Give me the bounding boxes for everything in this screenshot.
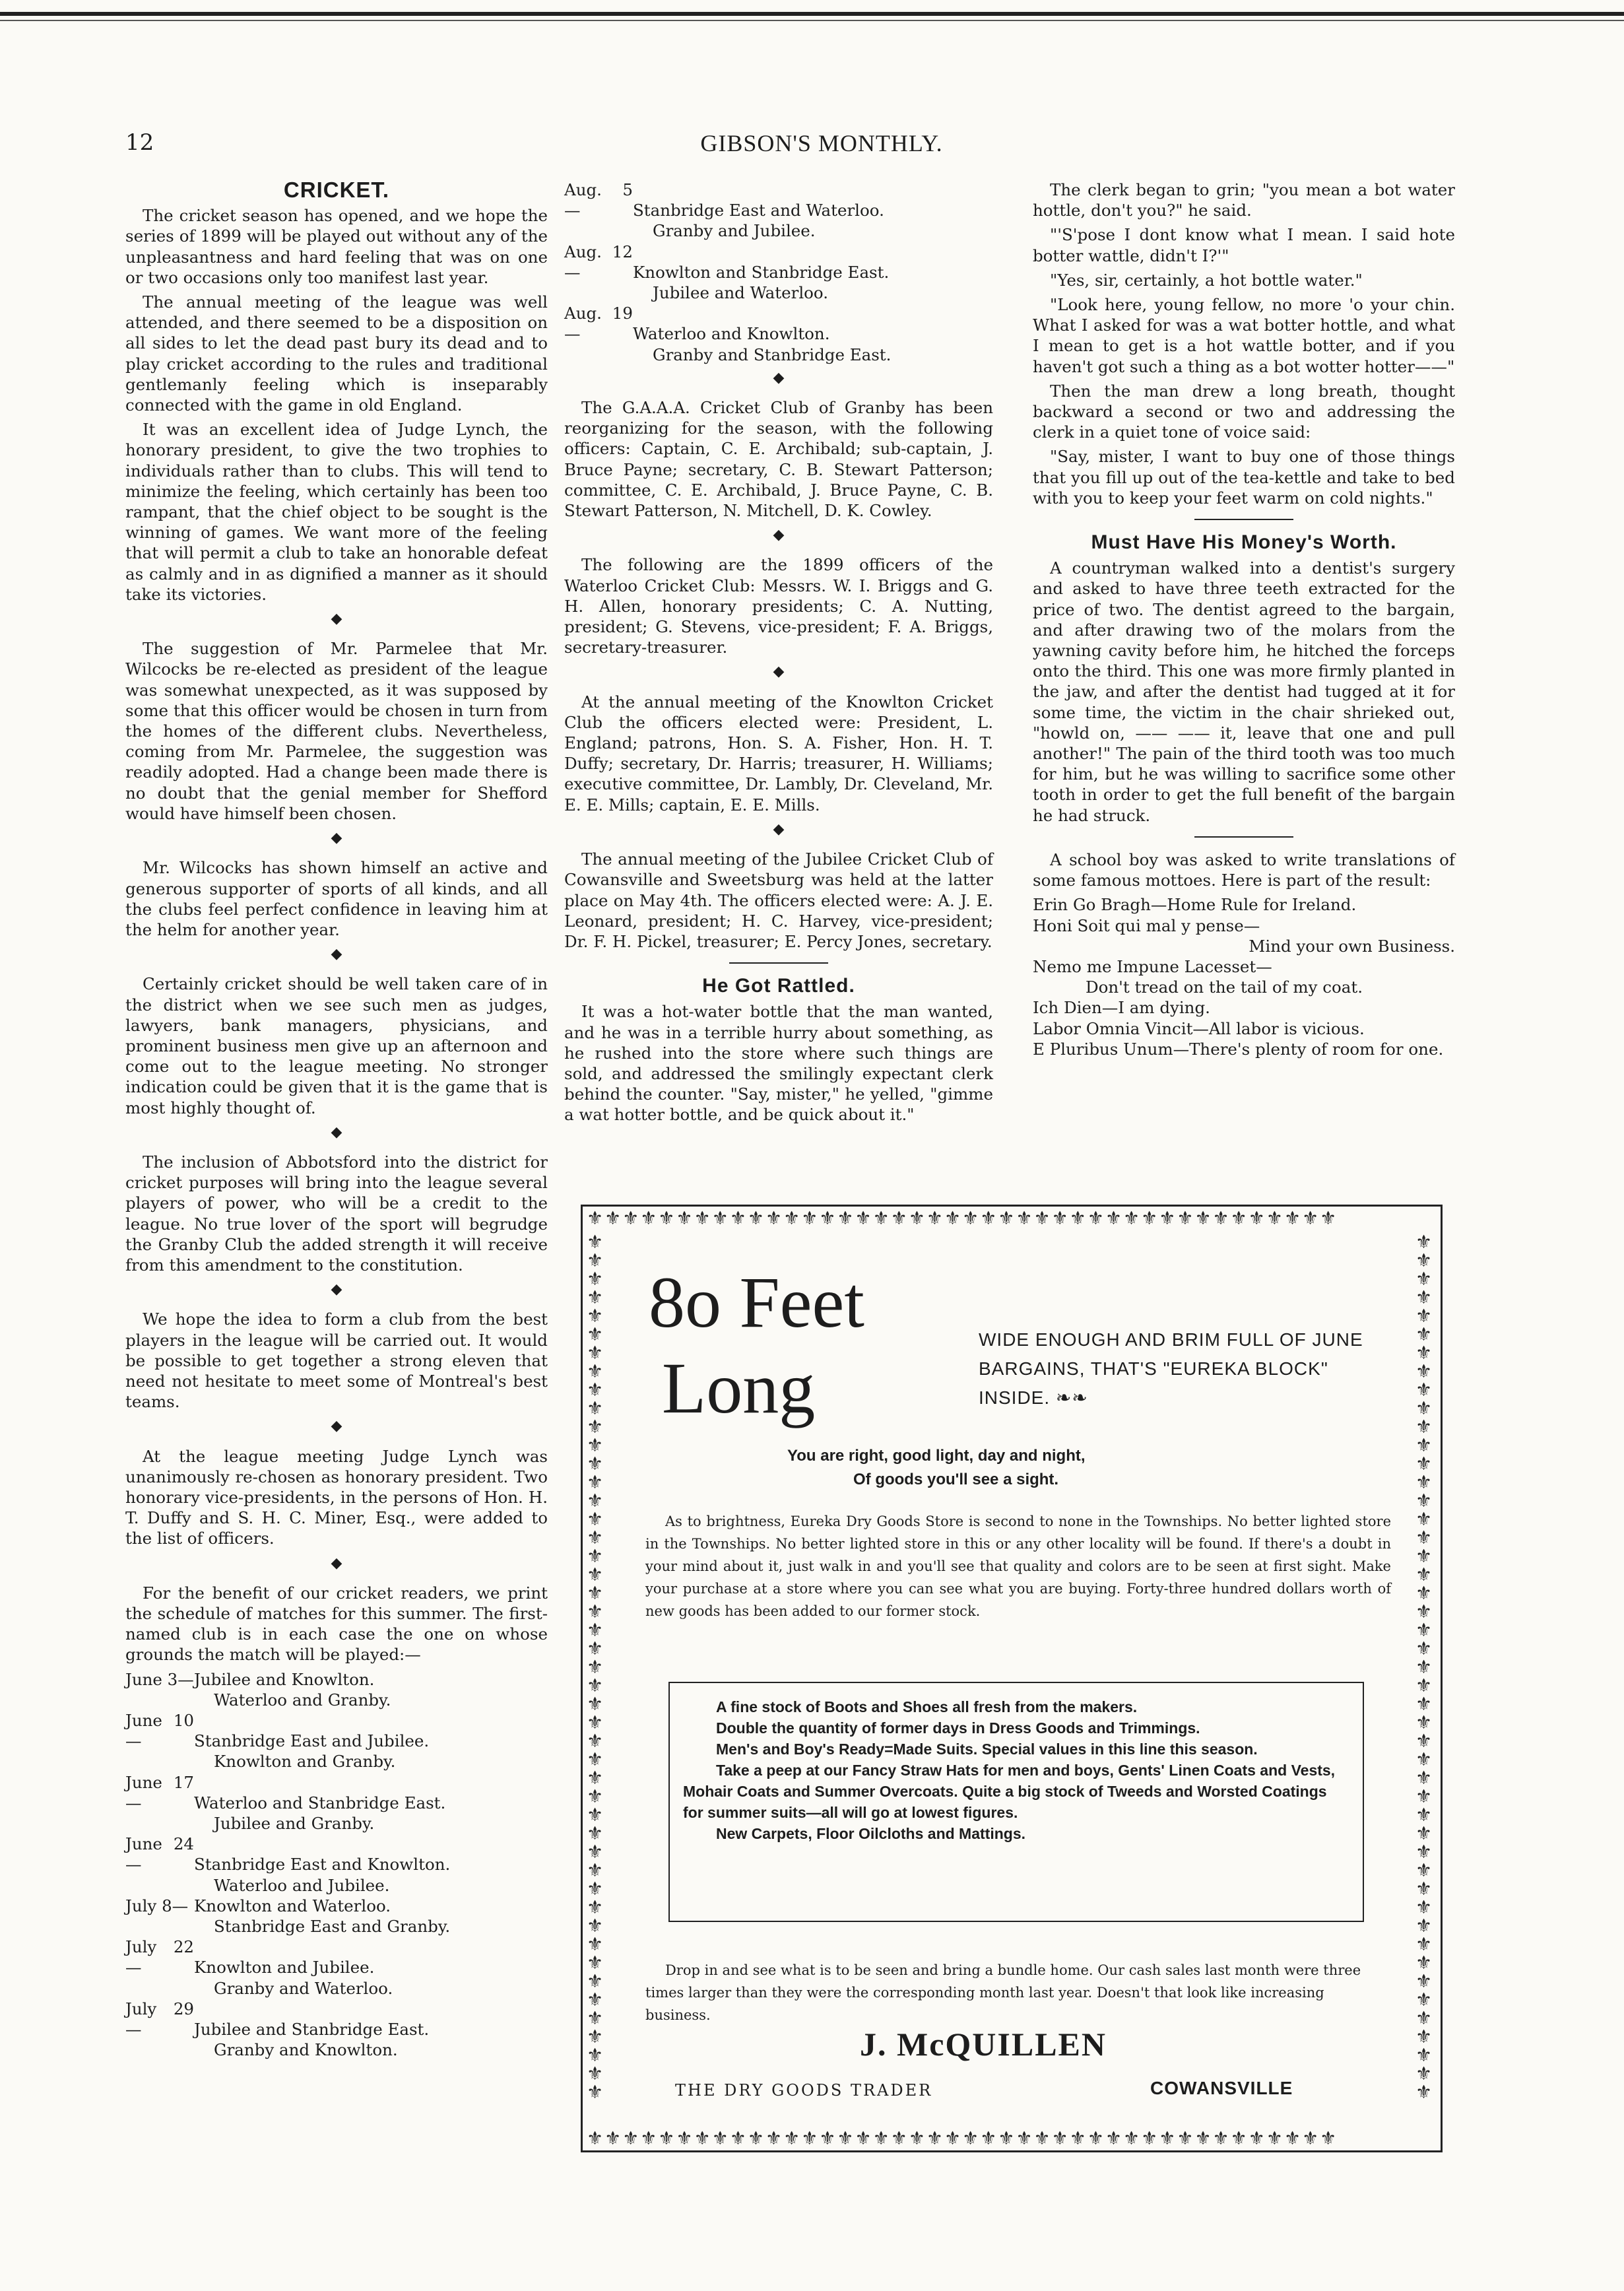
story-paragraph: Then the man drew a long breath, thought backward a second or two and addressing the clerk in a quiet tone of voice said: [1033,381,1455,442]
schedule-row-second: Knowlton and Granby. [214,1752,396,1772]
article-paragraph: The cricket season has opened, and we hope the series of 1899 will be played out without any of the unpleasantness and hard feeling that was on one or two occasions only too manifest last year. [125,206,548,287]
club-paragraph: The following are the 1899 officers of the Waterloo Cricket Club: Messrs. W. I. Briggs and G. H. Allen, honorary presidents; C. A. Nutting, president; G. Stevens, vice-president; F. A. Briggs, secretary-treasurer. [564,555,993,657]
page-number: 12 [125,129,154,156]
diamond-ornament-icon: ◆ [773,369,785,386]
fleur-de-lis-border-right-icon: ⚜⚜⚜⚜⚜⚜⚜⚜⚜⚜⚜⚜⚜⚜⚜⚜⚜⚜⚜⚜⚜⚜⚜⚜⚜⚜⚜⚜⚜⚜⚜⚜⚜⚜⚜⚜⚜⚜⚜⚜⚜⚜⚜⚜⚜⚜⚜ [1415,1233,1433,2103]
article-paragraph: It was an excellent idea of Judge Lynch, the honorary president, to give the two trophies to individuals rather than to clubs. This will tend to minimize the feeling, which certainly has been too rampant, that the chief object to be sought is the winning of games. We want more of the feeling that will permit a club to take an honorable defeat as calmly and in as dignified a manner as it should take its victories. [125,420,548,604]
schedule-row-second: Stanbridge East and Granby. [214,1917,451,1937]
schedule-row-second: Granby and Stanbridge East. [653,345,892,364]
motto-line: Nemo me Impune Lacesset— [1033,956,1272,976]
ad-body: As to brightness, Eureka Dry Goods Store is second to none in the Townships. No better lighted store in the Townships. No better lighted store in this or any other locality will be found. If there's a doubt in your mind about it, just walk in and you'll see that quality and colors are to be seen at first sight. Make your purchase at a store where you can see what you are buying. Forty-three hundred dollars worth of new goods has been added to our former stock. [645,1513,1391,1619]
ad-headline-1: 8o Feet [649,1262,864,1343]
money-title: Must Have His Money's Worth. [1091,531,1397,554]
story-paragraph: "'S'pose I dont know what I mean. I said hote botter wattle, didn't I?'" [1033,225,1455,265]
story-paragraph: "Yes, sir, certainly, a hot bottle water." [1050,270,1363,290]
schedule-row-second: Jubilee and Waterloo. [653,283,829,303]
ad-subhead: You are right, good light, day and night, Of goods you'll see a sight. [787,1447,1086,1488]
match-schedule-continued [564,180,993,365]
schedule-row-second: Granby and Waterloo. [214,1978,393,1998]
schedule-row: June 10— Stanbridge East and Jubilee. [125,1711,430,1751]
story-paragraph: A countryman walked into a dentist's surgery and asked to have three teeth extracted for the price of two. The dentist agreed to the bargain, and after drawing two of the molars from the yawning cavity before him, he hitched the forceps onto the third. This one was more firmly planted in the jaw, and after the dentist had tugged at it for some time, the victim in the chair shrieked out, "howld on, —— —— it, leave that one and pull another!" The pain of the third tooth was too much for him, but he was willing to sacrifice some other tooth in order to get the full benefit of the bargain he had struck. [1033,558,1455,825]
diamond-ornament-icon: ◆ [773,663,785,681]
ad-closing: Drop in and see what is to be seen and bring a bundle home. Our cash sales last month were three times larger than they were the corresponding month last year. Doesn't that look like increasing business. [645,1962,1361,2023]
schedule-row-second: Granby and Jubilee. [653,221,816,241]
advertisement [581,1205,1443,2152]
column-middle [564,180,993,1129]
story-paragraph: It was a hot-water bottle that the man wanted, and he was in a terrible hurry about something, as he rushed into the store where such things are sold, and addressed the smilingly expectant clerk behind the counter. "Say, mister," he yelled, "gimme a wat hotter bottle, and be quick about it." [564,1002,993,1125]
fleur-de-lis-border-left-icon: ⚜⚜⚜⚜⚜⚜⚜⚜⚜⚜⚜⚜⚜⚜⚜⚜⚜⚜⚜⚜⚜⚜⚜⚜⚜⚜⚜⚜⚜⚜⚜⚜⚜⚜⚜⚜⚜⚜⚜⚜⚜⚜⚜⚜⚜⚜⚜ [587,1233,604,2103]
motto-line: Ich Dien—I am dying. [1033,998,1210,1018]
diamond-ornament-icon: ◆ [331,1554,342,1572]
column-right [1033,180,1455,1059]
motto-line: Honi Soit qui mal y pense— [1033,915,1260,935]
schedule-row-second: Granby and Knowlton. [214,2040,398,2060]
bargain-line: A fine stock of Boots and Shoes all fresh from the makers. [716,1698,1138,1715]
mottoes-intro: A school boy was asked to write translations of some famous mottoes. Here is part of the result: [1033,849,1455,890]
bargain-line: Double the quantity of former days in Dress Goods and Trimmings. [716,1719,1200,1737]
article-paragraph: For the benefit of our cricket readers, we print the schedule of matches for this summer. The first-named club is in each case the one on whose grounds the match will be played:— [125,1583,548,1665]
article-paragraph: We hope the idea to form a club from the best players in the league will be carried out. It would be possible to get together a strong eleven that need not hesitate to meet some of Montreal's best teams. [125,1310,548,1412]
top-border-rule [0,12,1624,16]
diamond-ornament-icon: ◆ [773,527,785,544]
merchant-town: COWANSVILLE [1150,2078,1293,2098]
story-paragraph: "Look here, young fellow, no more 'o your chin. What I asked for was a wat botter hottle, and what I mean to get is a hot wattle botter, and if you haven't got such a thing as a bot wotter hotter——" [1033,295,1455,376]
merchant-name: J. McQUILLEN [860,2026,1107,2063]
schedule-row-second: Jubilee and Granby. [214,1814,375,1834]
schedule-row: Aug. 5— Stanbridge East and Waterloo. [564,180,884,220]
article-paragraph: The annual meeting of the league was well attended, and there seemed to be a disposition on all sides to let the dead past bury its dead and to play cricket according to the rules and traditional gentlemanly feeling which is inseparably connected with the game in old England. [125,292,548,415]
rattled-title: He Got Rattled. [702,975,855,997]
bargain-line: Men's and Boy's Ready=Made Suits. Special values in this line this season. [716,1741,1258,1758]
match-schedule [125,1669,548,2061]
motto-line: Don't tread on the tail of my coat. [1086,978,1363,997]
schedule-row: June 24— Stanbridge East and Knowlton. [125,1834,451,1875]
schedule-row: June 17— Waterloo and Stanbridge East. [125,1772,446,1812]
schedule-row: July 29— Jubilee and Stanbridge East. [125,1999,430,2040]
club-paragraph: The annual meeting of the Jubilee Cricket Club of Cowansville and Sweetsburg was held at the latter place on May 4th. The officers elected were: A. J. E. Leonard, president; H. C. Harvey, vice-president; Dr. F. H. Pickel, treasurer; E. Percy Jones, secretary. [564,849,993,951]
article-paragraph: Mr. Wilcocks has shown himself an active and generous supporter of sports of all kinds, and all the clubs feel perfect confidence in leaving him at the helm for another year. [125,858,548,939]
schedule-row: July 22— Knowlton and Jubilee. [125,1937,375,1977]
ad-tagline: WIDE ENOUGH AND BRIM FULL OF JUNE BARGAINS, THAT'S "EUREKA BLOCK" INSIDE. ❧❧ [979,1329,1363,1408]
section-rule [729,962,828,964]
schedule-row-second: Waterloo and Granby. [214,1690,391,1710]
motto-line: Labor Omnia Vincit—All labor is vicious. [1033,1018,1365,1038]
article-paragraph: At the league meeting Judge Lynch was unanimously re-chosen as honorary president. Two honorary vice-presidents, in the persons of Hon. H. T. Duffy and S. H. C. Miner, Esq., were added to the list of officers. [125,1446,548,1548]
ad-headline-2: Long [662,1348,816,1428]
column-left [125,180,548,2060]
schedule-row-second: Waterloo and Jubilee. [214,1875,390,1895]
diamond-ornament-icon: ◆ [773,820,785,838]
diamond-ornament-icon: ◆ [331,1418,342,1435]
diamond-ornament-icon: ◆ [331,946,342,963]
section-rule [1194,836,1293,838]
motto-line: Mind your own Business. [1249,936,1455,956]
top-border-rule-thin [0,20,1624,21]
diamond-ornament-icon: ◆ [331,830,342,847]
mottoes-list [1033,894,1455,1059]
schedule-row: June 3—Jubilee and Knowlton. [125,1669,375,1689]
cricket-title: CRICKET. [283,178,390,202]
fleur-de-lis-border-top-icon: ⚜⚜⚜⚜⚜⚜⚜⚜⚜⚜⚜⚜⚜⚜⚜⚜⚜⚜⚜⚜⚜⚜⚜⚜⚜⚜⚜⚜⚜⚜⚜⚜⚜⚜⚜⚜⚜⚜⚜⚜⚜⚜ [587,1209,1338,1228]
fleur-de-lis-border-bottom-icon: ⚜⚜⚜⚜⚜⚜⚜⚜⚜⚜⚜⚜⚜⚜⚜⚜⚜⚜⚜⚜⚜⚜⚜⚜⚜⚜⚜⚜⚜⚜⚜⚜⚜⚜⚜⚜⚜⚜⚜⚜⚜⚜ [587,2129,1338,2148]
motto-line: Erin Go Bragh—Home Rule for Ireland. [1033,895,1357,915]
schedule-row: July 8— Knowlton and Waterloo. [125,1896,391,1915]
article-paragraph: Certainly cricket should be well taken care of in the district when we see such men as judges, lawyers, bank managers, physicians, and prominent business men give up an afternoon and come out to the league meeting. No stronger indication could be given that it is the game that is most highly thought of. [125,974,548,1117]
article-paragraph: The inclusion of Abbotsford into the district for cricket purposes will bring into the league several players of power, who will be a credit to the league. No true lover of the sport will begrudge the Granby Club the added strength it will receive from this amendment to the constitution. [125,1152,548,1275]
story-paragraph: The clerk began to grin; "you mean a bot water hottle, don't you?" he said. [1033,180,1455,220]
diamond-ornament-icon: ◆ [331,1123,342,1141]
schedule-row: Aug. 19— Waterloo and Knowlton. [564,304,830,344]
page-header [125,129,1518,162]
masthead: GIBSON'S MONTHLY. [700,130,943,156]
article-paragraph: The suggestion of Mr. Parmelee that Mr. Wilcocks be re-elected as president of the league was somewhat unexpected, as it was supposed by some that this officer would be chosen in turn from the homes of the different clubs. Nevertheless, coming from Mr. Parmelee, the suggestion was readily adopted. Had a change been made there is no doubt that the genial member for Shefford would have himself been chosen. [125,639,548,823]
motto-line: E Pluribus Unum—There's plenty of room for one. [1033,1039,1444,1059]
club-paragraph: The G.A.A.A. Cricket Club of Granby has been reorganizing for the season, with the following officers: Captain, C. E. Archibald; sub-captain, J. Bruce Payne; secretary, C. B. Stewart Patterson; committee, C. E. Archibald, J. Bruce Payne, C. B. Stewart Patterson, N. Mitchell, D. K. Cowley. [564,398,993,521]
story-paragraph: "Say, mister, I want to buy one of those things that you fill up out of the tea-kettle and take to bed with you to keep your feet warm on cold nights." [1033,447,1455,508]
bargain-line: Take a peep at our Fancy Straw Hats for men and boys, Gents' Linen Coats and Vests, Mohair Coats and Summer Overcoats. Quite a big stock of Tweeds and Worsted Coatings for summer suits—all will go at lowest figures. [683,1762,1336,1821]
diamond-ornament-icon: ◆ [331,1281,342,1298]
section-rule [1194,519,1293,520]
club-paragraph: At the annual meeting of the Knowlton Cricket Club the officers elected were: President, L. England; patrons, Hon. S. A. Fisher, Hon. H. T. Duffy; secretary, Dr. Harris; treasurer, H. Williams; executive committee, Dr. Lambly, Dr. Cleveland, Mr. E. E. Mills; captain, E. E. Mills. [564,692,993,814]
bargain-line: New Carpets, Floor Oilcloths and Mattings. [716,1825,1025,1842]
diamond-ornament-icon: ◆ [331,611,342,628]
decorative-flourish-icon: ❧❧ [1055,1387,1088,1408]
schedule-row: Aug. 12— Knowlton and Stanbridge East. [564,242,890,282]
merchant-trade: THE DRY GOODS TRADER [675,2081,933,2100]
ad-bargain-box [668,1682,1364,1922]
